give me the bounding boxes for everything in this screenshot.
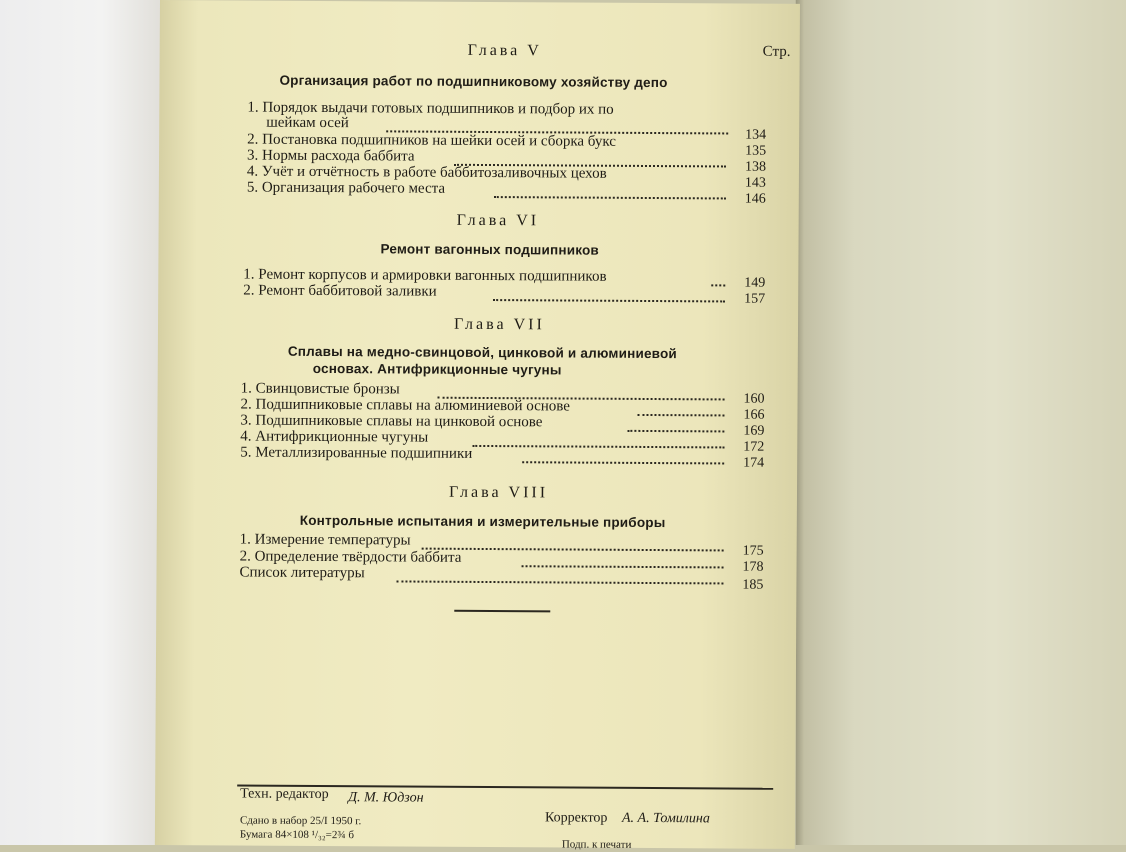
chapter-6-title: Глава VI xyxy=(456,211,540,230)
chapter-8-heading: Контрольные испытания и измерительные приборы xyxy=(299,512,666,531)
section-end-rule xyxy=(454,610,550,613)
toc-entry: 2. Постановка подшипников на шейки осей и сборка букс xyxy=(247,131,617,150)
toc-entry-continuation: шейкам осей xyxy=(266,114,349,132)
dot-leader xyxy=(522,461,724,464)
chapter-5-title: Глава V xyxy=(467,41,542,60)
dot-leader xyxy=(522,565,724,568)
toc-entry: 5. Металлизированные подшипники xyxy=(240,444,473,462)
toc-entry: 1. Свинцовистые бронзы xyxy=(240,380,400,398)
page-column-label: Стр. xyxy=(762,43,791,60)
right-page xyxy=(795,0,1126,845)
toc-entry: 1. Ремонт корпусов и армировки вагонных подшипников xyxy=(243,266,607,285)
page-number: 160 xyxy=(743,391,765,407)
page-number: 172 xyxy=(743,439,765,455)
toc-entry: 1. Порядок выдачи готовых подшипников и подбор их по xyxy=(247,99,614,118)
chapter-5-heading: Организация работ по подшипниковому хозяйству депо xyxy=(279,72,668,91)
chapter-6-heading: Ремонт вагонных подшипников xyxy=(380,241,599,258)
dot-leader xyxy=(637,414,724,417)
dot-leader xyxy=(493,299,725,302)
imprint-line: Сдано в набор 25/I 1950 г. xyxy=(239,814,362,828)
toc-entry: 2. Подшипниковые сплавы на алюминиевой основе xyxy=(240,396,571,415)
page-number: 169 xyxy=(743,423,765,439)
page-number: 174 xyxy=(743,455,765,471)
dot-leader xyxy=(396,580,723,584)
toc-entry: 3. Нормы расхода баббита xyxy=(247,147,415,165)
contents-page xyxy=(155,0,800,849)
toc-entry: 5. Организация рабочего места xyxy=(246,179,446,197)
tech-editor-label: Техн. редактор xyxy=(240,786,329,803)
chapter-8-title: Глава VIII xyxy=(448,483,549,502)
chapter-7-title: Глава VII xyxy=(453,315,545,334)
toc-entry: 2. Определение твёрдости баббита xyxy=(239,548,462,566)
toc-entry: 4. Антифрикционные чугуны xyxy=(240,428,429,446)
imprint-line: Подп. к печати xyxy=(561,838,632,851)
dot-leader xyxy=(711,284,725,286)
toc-entry: 3. Подшипниковые сплавы на цинковой основе xyxy=(240,412,543,431)
chapter-7-heading-line-2: основах. Антифрикционные чугуны xyxy=(312,360,562,378)
dot-leader xyxy=(627,430,724,433)
dot-leader xyxy=(494,196,726,199)
page-number: 146 xyxy=(744,191,766,207)
page-number: 143 xyxy=(744,175,766,191)
page-number: 175 xyxy=(742,543,764,559)
toc-entry: 4. Учёт и отчётность в работе баббитозаливочных цехов xyxy=(246,163,607,182)
toc-entry: 2. Ремонт баббитовой заливки xyxy=(243,282,437,300)
page-number: 178 xyxy=(742,559,764,575)
toc-entry: Список литературы xyxy=(239,564,365,582)
background-left xyxy=(0,0,170,845)
chapter-7-heading: Сплавы на медно-свинцовой, цинковой и алюминиевой xyxy=(287,343,678,362)
page-number: 157 xyxy=(744,291,766,307)
toc-entry: 1. Измерение температуры xyxy=(239,531,411,549)
dot-leader xyxy=(422,548,724,552)
page-number: 134 xyxy=(745,127,767,143)
corrector-label: Корректор xyxy=(544,810,608,826)
page-number: 138 xyxy=(744,159,767,175)
dot-leader xyxy=(472,445,724,449)
tech-editor-name: Д. М. Юдзон xyxy=(348,790,424,806)
page-number: 149 xyxy=(744,275,766,291)
page-number: 135 xyxy=(745,143,767,159)
corrector-name: А. А. Томилина xyxy=(621,810,710,827)
imprint-line: Бумага 84×108 ¹/₃₂=2¾ б xyxy=(239,828,355,842)
page-number: 166 xyxy=(743,407,765,423)
page-number: 185 xyxy=(742,577,764,593)
